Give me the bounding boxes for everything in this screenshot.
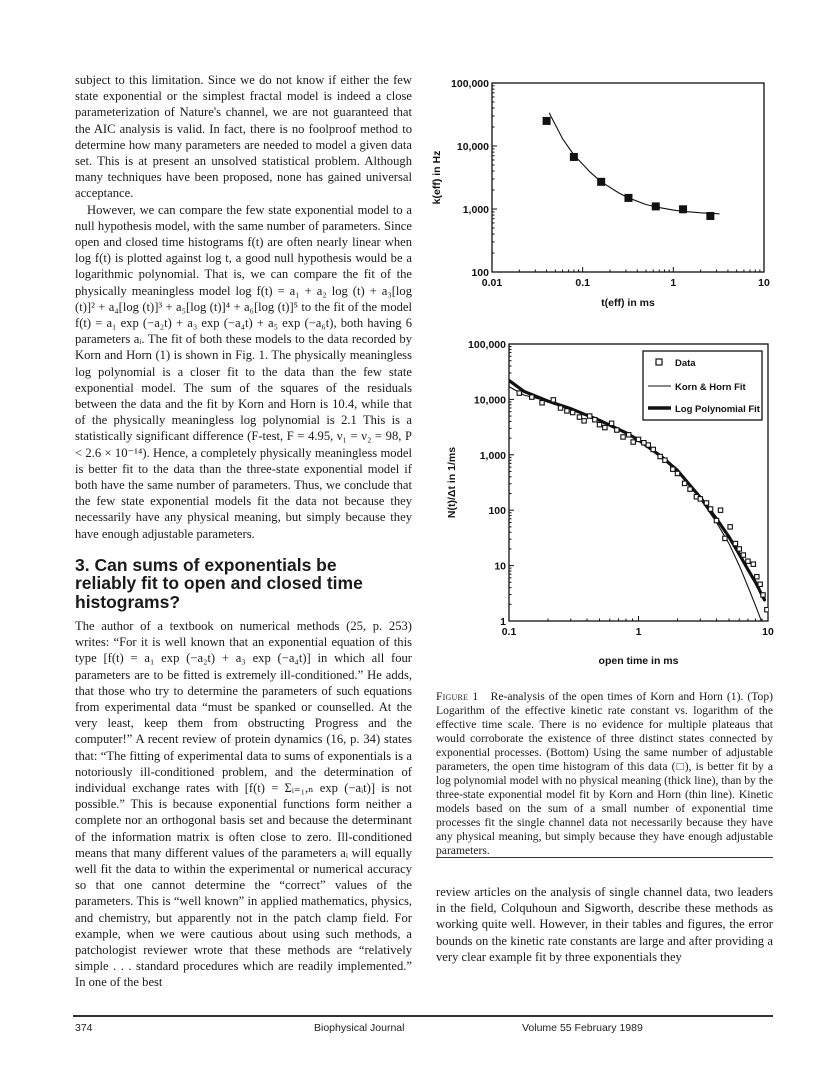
x-tick-label: 10: [762, 626, 774, 638]
data-point: [704, 501, 708, 505]
data-point: [642, 441, 646, 445]
figure-caption-text: Re-analysis of the open times of Korn and Horn (1). (Top) Logarithm of the effective kinetic rate constant vs. logarithm of the effective time scale. There is no evidence for multiple plateaus that would corroborate the existence of three distinct states connected by exponential processes. (Bottom) Using the same number of adjustable parameters, the open time histogram of this data (□), is better fit by a log polynomial model with no physical meaning (thick line), than by the three-state exponential model fit by Korn and Horn (thin line). Kinetic models based on the sum of a small number of exponential time processes fit the single channel data not necessarily because they have any physical meaning, but simply because they have enough adjustable parameters.: [436, 690, 774, 857]
data-point: [737, 547, 741, 551]
data-point: [671, 467, 675, 471]
paragraph-review-articles: review articles on the analysis of single channel data, two leaders in the field, Colquhoun and Sigworth, describe these methods as working quite well. However, in their tables and figures, the error bounds on the kinetic rate constants are large and after providing a very clear example fit by three exponentials they: [436, 885, 773, 964]
paragraph-ill-conditioned: The author of a textbook on numerical methods (25, p. 253) writes: “For it is well known that an exponential equation of this type [f(t) = a₁ exp (−a₂t) + a₃ exp (−a₄t)] in which all four parameters are to be fitted is extremely ill-conditioned.” He adds, that those who try to determine the parameters of such equations from experimental data “must be spanked or counselled. At the very least, keep them from obstructing Progress and the computer!” A recent review of protein dynamics (16, p. 34) states that: “The fitting of experimental data to sums of exponentials is a notoriously ill-conditioned problem, and the determination of individual exchange rates with [f(t) = Σᵢ₌₁,ₙ exp (−aᵢt)] is not possible.” This is because exponential functions form neither a complete nor an orthogonal basis set and because the determinant of the information matrix is often close to zero. Ill-conditioned means that many different values of the parameters aᵢ will equally well fit the data to within the experimental or numerical accuracy so that one cannot determine the “correct” values of the parameters. This is “well known” in applied mathematics, physics, and chemistry, but apparently not in the patch clamp field. For example, when we were cautious about using such methods, a patchologist reviewer wrote that these methods are “relatively simple . . . standard procedures which are readily implemented.” In one of the best: [75, 619, 412, 990]
data-point: [755, 575, 759, 579]
data-point: [741, 553, 745, 557]
x-axis-label: open time in ms: [598, 655, 679, 667]
data-point: [651, 447, 655, 451]
x-tick-label: 0.1: [501, 626, 517, 638]
data-point: [631, 440, 635, 444]
caption-divider: [436, 857, 773, 858]
data-point: [733, 541, 737, 545]
volume-date: Volume 55 February 1989: [522, 1022, 643, 1034]
data-point: [758, 582, 762, 586]
x-axis-label: t(eff) in ms: [601, 297, 655, 309]
y-tick-label: 100,000: [468, 339, 506, 351]
legend-entry-label: Korn & Horn Fit: [675, 382, 746, 393]
data-point: [746, 559, 750, 563]
data-point: [688, 487, 692, 491]
data-point: [646, 443, 650, 447]
data-point: [517, 391, 521, 395]
page-number: 374: [75, 1022, 93, 1034]
right-column-bottom-text: [436, 884, 773, 965]
y-tick-label: 10,000: [456, 141, 489, 153]
data-point: [577, 415, 581, 419]
data-point: [728, 525, 732, 529]
y-tick-label: 1,000: [462, 204, 489, 216]
data-point: [682, 481, 686, 485]
y-tick-label: 1: [500, 616, 506, 628]
x-tick-label: 0.01: [481, 277, 503, 289]
data-point: [593, 418, 597, 422]
legend-entry-label: Data: [675, 358, 696, 369]
data-point: [551, 398, 555, 402]
data-point: [609, 421, 613, 425]
legend-square-icon: [656, 359, 662, 365]
data-point: [636, 437, 640, 441]
data-point: [663, 458, 667, 462]
data-point: [658, 454, 662, 458]
data-point: [718, 508, 722, 512]
data-point: [714, 518, 718, 522]
figure-caption: [436, 690, 773, 858]
series-korn-horn-fit: [509, 387, 761, 621]
y-tick-label: 100: [471, 267, 489, 279]
y-tick-label: 1,000: [479, 449, 506, 462]
data-point: [558, 406, 562, 410]
data-point: [621, 435, 625, 439]
paragraph-null-hypothesis: However, we can compare the few state exponential model to a null hypothesis model, with the same number of parameters. Since open and closed time histograms f(t) are often nearly linear when log f(t) is plotted against log t, a good null hypothesis would be a logarithmic polynomial. That is, we can compare the fit of the physically meaningless model log f(t) = a₁ + a₂ log (t) + a₃[log (t)]² + a₄[log (t)]³ + a₅[log (t)]⁴ + a₆[log (t)]⁵ to the fit of the model f(t) = a₁ exp (−a₂t) + a₃ exp (−a₄t) + a₅ exp (−a₆t), both having 6 parameters aᵢ. The fit of both these models to the data recorded by Korn and Horn (1) is shown in Fig. 1. The physically meaningless log polynomial is a closer fit to the data than the few state exponential model. The sum of the squares of the residuals between the data and the fit by Korn and Horn is 10.4, while that of the physically meaningless log polynomial is 2.1 This is a statistically significant difference (F-test, F = 4.95, ν₁ = ν₂ = 98, P < 2.6 × 10⁻¹⁴). Hence, a completely physically meaningless model is better fit to the data than the three-state exponential model if both have the same number of parameters. Thus, we conclude that the few state exponential models fit the data not because they necessarily have any physical meaning, but simply because they have enough adjustable parameters.: [75, 202, 412, 541]
data-point: [675, 471, 679, 475]
y-tick-label: 10,000: [473, 394, 506, 407]
y-tick-label: 100,000: [451, 78, 489, 90]
journal-name: Biophysical Journal: [314, 1022, 405, 1034]
data-point: [761, 593, 765, 597]
section-heading: 3. Can sums of exponentials be reliably fit to open and closed time histograms?: [75, 555, 363, 612]
y-axis-label: k(eff) in Hz: [431, 150, 443, 205]
data-point: [626, 433, 630, 437]
data-point: [603, 425, 607, 429]
footer-divider: [73, 1015, 773, 1017]
legend-entry-label: Log Polynomial Fit: [675, 404, 760, 415]
x-tick-label: 0.1: [575, 277, 590, 289]
figure-label: Figure 1: [436, 690, 479, 703]
data-point: [597, 422, 601, 426]
paragraph-aic-limitation: subject to this limitation. Since we do not know if either the few state exponential or the simplest fractal model is indeed a close parameterization of Nature's channel, we are not guaranteed that the AIC analysis is valid. In fact, there is no foolproof method to determine how many parameters are needed to model a given data set. This is at present an unsolved statistical problem. Although many techniques have been proposed, none has gained universal acceptance.: [75, 73, 412, 201]
data-point: [708, 507, 712, 511]
data-point: [723, 536, 727, 540]
data-point: [540, 401, 544, 405]
data-point: [565, 409, 569, 413]
data-point: [615, 428, 619, 432]
data-point: [570, 410, 574, 414]
data-point: [588, 414, 592, 418]
data-point: [582, 419, 586, 423]
y-axis-label: N(t)/Δt in 1/ms: [446, 446, 458, 519]
x-tick-label: 1: [670, 277, 677, 289]
x-tick-label: 10: [758, 277, 770, 289]
y-tick-label: 100: [488, 505, 506, 518]
y-tick-label: 10: [494, 560, 506, 573]
data-point: [698, 497, 702, 501]
x-tick-label: 1: [635, 626, 642, 638]
data-point: [530, 395, 534, 399]
chart-legend: [643, 351, 762, 420]
data-point: [751, 562, 755, 566]
